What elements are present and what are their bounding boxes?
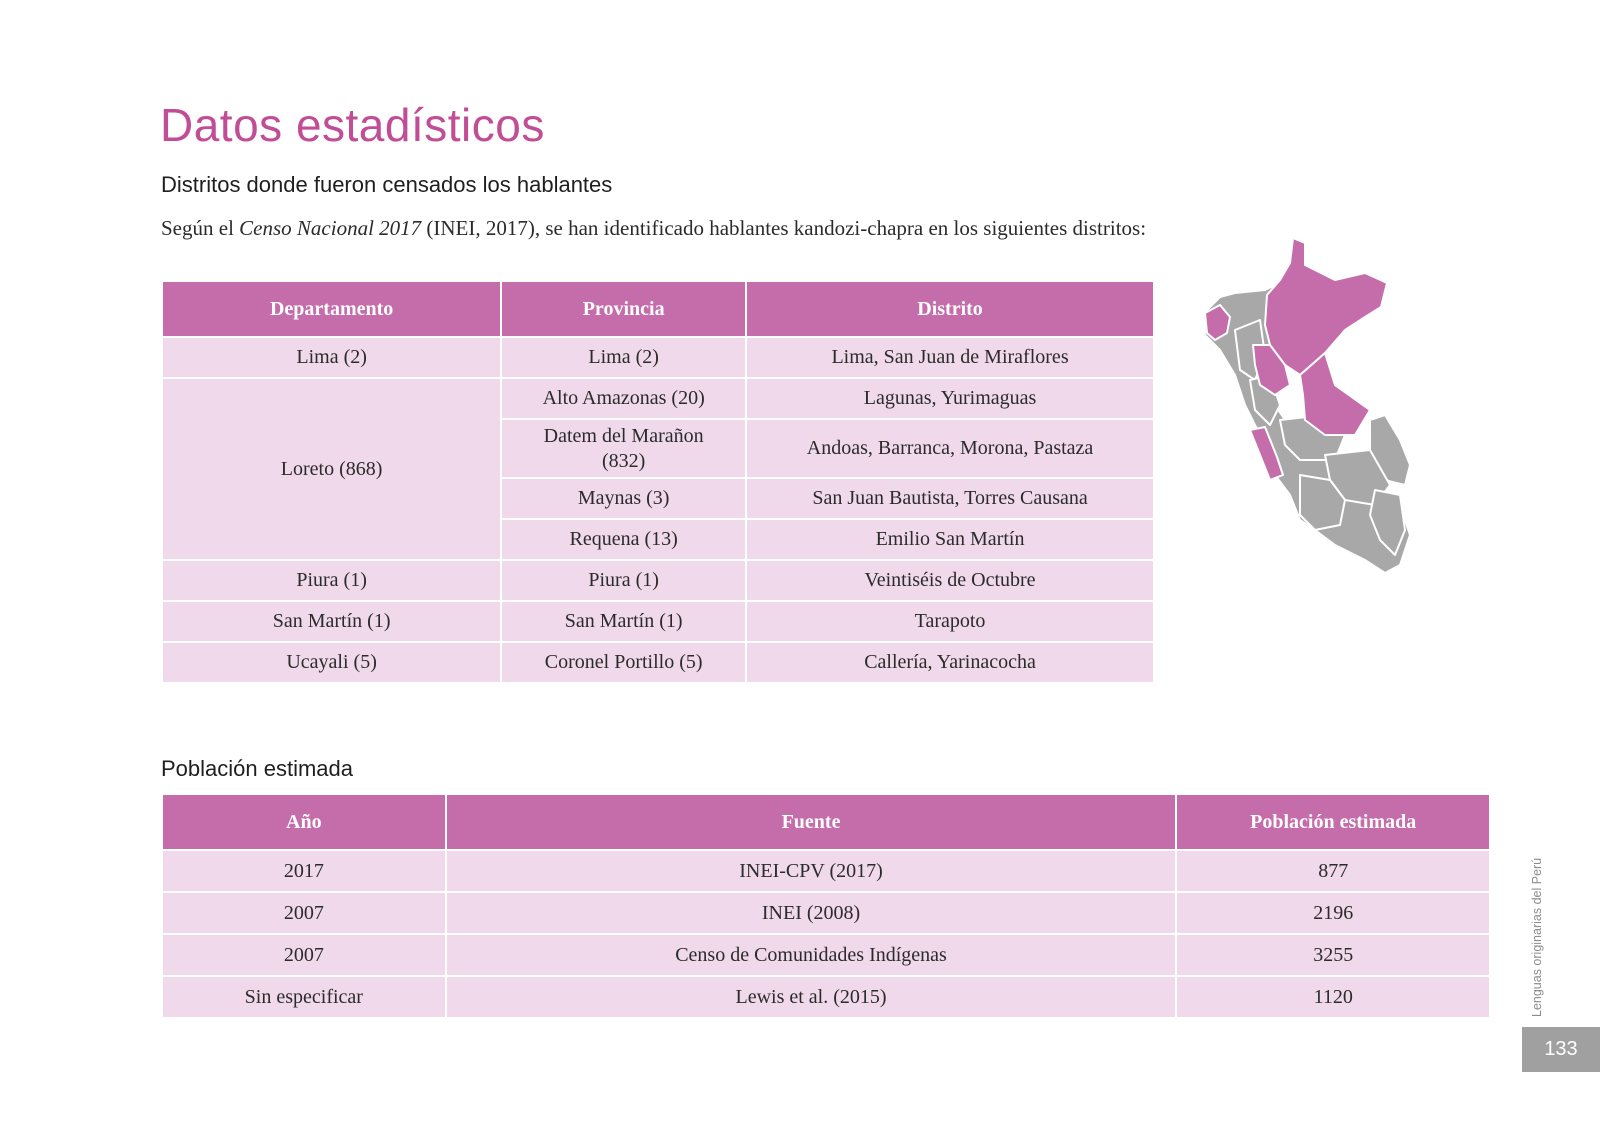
cell-poblacion: 877 [1176, 850, 1490, 892]
cell-fuente: Lewis et al. (2015) [446, 976, 1177, 1018]
section-title-districts: Distritos donde fueron censados los hablantes [161, 172, 613, 197]
column-header-poblacion: Población estimada [1176, 794, 1490, 850]
cell-anio: 2007 [162, 892, 446, 934]
peru-map [1205, 235, 1445, 585]
column-header-fuente: Fuente [446, 794, 1177, 850]
table-row [162, 976, 1490, 1018]
cell-poblacion: 2196 [1176, 892, 1490, 934]
cell-distrito: Andoas, Barranca, Morona, Pastaza [746, 419, 1154, 478]
cell-provincia: San Martín (1) [501, 601, 746, 642]
table-row [162, 892, 1490, 934]
cell-poblacion: 3255 [1176, 934, 1490, 976]
map-region-ucayali [1300, 353, 1370, 435]
cell-fuente: Censo de Comunidades Indígenas [446, 934, 1177, 976]
cell-fuente: INEI (2008) [446, 892, 1177, 934]
cell-fuente: INEI-CPV (2017) [446, 850, 1177, 892]
table-header-row [162, 794, 1490, 850]
cell-provincia: Lima (2) [501, 337, 746, 378]
cell-anio: Sin especificar [162, 976, 446, 1018]
cell-poblacion: 1120 [1176, 976, 1490, 1018]
cell-departamento: Ucayali (5) [162, 642, 501, 683]
book-title-side-label: Lenguas originarias del Perú [1530, 857, 1544, 1017]
cell-distrito: Emilio San Martín [746, 519, 1154, 560]
cell-distrito: Callería, Yarinacocha [746, 642, 1154, 683]
cell-anio: 2007 [162, 934, 446, 976]
cell-departamento: Loreto (868) [162, 378, 501, 560]
intro-text-after: (INEI, 2017), se han identificado hablantes kandozi-chapra en los siguientes distritos: [421, 216, 1147, 240]
table-row [162, 337, 1154, 378]
page-title: Datos estadísticos [160, 99, 545, 151]
districts-table [161, 280, 1155, 684]
cell-provincia: Maynas (3) [501, 478, 746, 519]
table-row [162, 601, 1154, 642]
table-row [162, 378, 1154, 419]
cell-provincia-text: Datem del Marañon (832) [543, 424, 704, 472]
cell-provincia: Piura (1) [501, 560, 746, 601]
table-row [162, 560, 1154, 601]
cell-distrito: Tarapoto [746, 601, 1154, 642]
intro-paragraph [161, 215, 1161, 242]
cell-departamento: Lima (2) [162, 337, 501, 378]
column-header-distrito: Distrito [746, 281, 1154, 337]
cell-distrito: San Juan Bautista, Torres Causana [746, 478, 1154, 519]
column-header-departamento: Departamento [162, 281, 501, 337]
cell-provincia [501, 419, 746, 478]
cell-provincia: Alto Amazonas (20) [501, 378, 746, 419]
cell-provincia: Coronel Portillo (5) [501, 642, 746, 683]
cell-distrito: Lagunas, Yurimaguas [746, 378, 1154, 419]
table-row [162, 642, 1154, 683]
cell-anio: 2017 [162, 850, 446, 892]
section-title-population: Población estimada [161, 756, 354, 781]
cell-provincia: Requena (13) [501, 519, 746, 560]
cell-departamento: San Martín (1) [162, 601, 501, 642]
cell-departamento: Piura (1) [162, 560, 501, 601]
intro-text-before: Según el [161, 216, 240, 240]
cell-distrito: Lima, San Juan de Miraflores [746, 337, 1154, 378]
table-header-row [162, 281, 1154, 337]
table-row [162, 934, 1490, 976]
cell-distrito: Veintiséis de Octubre [746, 560, 1154, 601]
intro-census-title: Censo Nacional 2017 [239, 216, 422, 240]
column-header-anio: Año [162, 794, 446, 850]
population-table [161, 793, 1491, 1019]
page-number: 133 [1522, 1027, 1600, 1072]
column-header-provincia: Provincia [501, 281, 746, 337]
table-row [162, 850, 1490, 892]
